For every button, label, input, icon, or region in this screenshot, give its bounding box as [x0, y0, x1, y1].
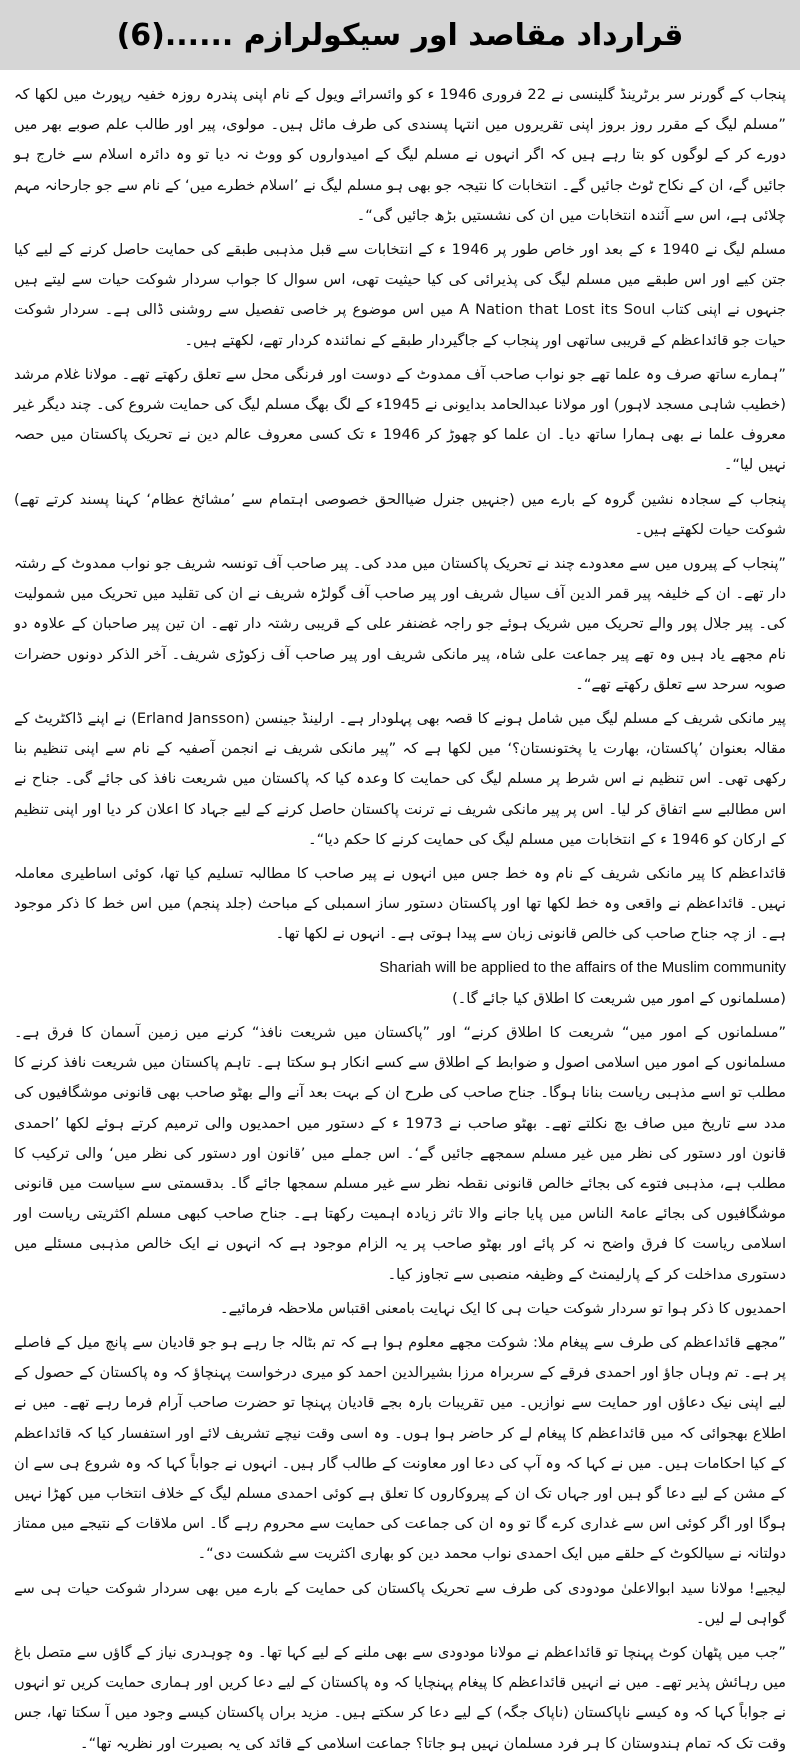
- article-body: [14, 80, 786, 1763]
- paragraph: پیر مانکی شریف کے مسلم لیگ میں شامل ہونے کا قصہ بھی پہلودار ہے۔ ارلینڈ جینسن (Erland Jansson) نے اپنے ڈاکٹریٹ کے مقالہ بعنوان ’پاکستان، بھارت یا پختونستان؟‘ میں لکھا ہے کہ ”پیر مانکی شریف نے انجمن آصفیہ کے نام سے اپنی تنظیم بنا رکھی تھی۔ اس تنظیم نے اس شرط پر مسلم لیگ کی حمایت کا وعدہ کیا کہ پاکستان میں شریعت نافذ کی جائے گی۔ جناح نے اس مطالبے سے اتفاق کر لیا۔ اس پر پیر مانکی شریف نے ترنت پاکستان حاصل کرنے کے لیے جہاد کا اعلان کر دیا اور اپنی تنظیم کے ارکان کو 1946 ء کے انتخابات میں مسلم لیگ کی حمایت کرنے کا حکم دیا“۔: [14, 710, 786, 848]
- paragraph: ”ہمارے ساتھ صرف وہ علما تھے جو نواب صاحب آف ممدوٹ کے دوست اور فرنگی محل سے تعلق رکھتے تھے۔ مولانا غلام مرشد (خطیب شاہی مسجد لاہور) اور مولانا عبدالحامد بدایونی نے 1945ء کے لگ بھگ مسلم لیگ کی حمایت شروع کی۔ چند دیگر غیر معروف علما نے بھی ہمارا ساتھ دیا۔ ان علما کو چھوڑ کر 1946 ء تک کسی معروف عالم دین نے تحریک پاکستان میں حصہ نہیں لیا“۔: [14, 365, 786, 474]
- title-bar: [0, 0, 800, 70]
- paragraph: ”مجھے قائداعظم کی طرف سے پیغام ملا: شوکت مجھے معلوم ہوا ہے کہ تم بٹالہ جا رہے ہو جو قادیان سے پانچ میل کے فاصلے پر ہے۔ تم وہاں جاؤ اور احمدی فرقے کے سربراہ مرزا بشیرالدین احمد کو میری درخواست پہنچاؤ کہ وہ پاکستان کے حصول کے لیے اپنی نیک دعاؤں اور حمایت سے نوازیں۔ میں تقریبات بارہ بجے قادیان پہنچا تو حضرت صاحب آرام فرما رہے تھے۔ میں نے اطلاع بھجوائی کہ میں قائداعظم کا پیغام لے کر حاضر ہوا ہوں۔ وہ اسی وقت نیچے تشریف لائے اور استفسار کیا کہ قائداعظم کے کیا احکامات ہیں۔ میں نے کہا کہ وہ آپ کی دعا اور معاونت کے طالب گار ہیں۔ انہوں نے جواباً کہا کہ وہ شروع ہی سے ان کے مشن کے لیے دعا گو ہیں اور جہاں تک ان کے پیروکاروں کا تعلق ہے کوئی احمدی مسلم لیگ کے خلاف انتخاب میں کھڑا نہیں ہوگا اور اگر کوئی اس سے غداری کرے گا تو وہ ان کی جماعت کی حمایت سے محروم رہے گا۔ اس ملاقات کے نتیجے میں ممتاز دولتانہ نے سیالکوٹ کے حلقے میں ایک احمدی نواب محمد دین کو بھاری اکثریت سے شکست دی“۔: [14, 1333, 786, 1563]
- paragraph: ”پنجاب کے پیروں میں سے معدودے چند نے تحریک پاکستان میں مدد کی۔ پیر صاحب آف تونسہ شریف جو نواب ممدوٹ کے رشتہ دار تھے۔ ان کے خلیفہ پیر قمر الدین آف سیال شریف اور پیر صاحب آف گولڑہ شریف نے ان کی تقلید میں تحریک میں شمولیت کی۔ پیر جلال پور والے تحریک میں شریک ہوئے جو راجہ غضنفر علی کے قریبی رشتہ دار تھے۔ ان تین پیر صاحبان کے علاوہ دو نام مجھے یاد ہیں وہ تھے پیر جماعت علی شاہ، پیر مانکی شریف اور پیر صاحب آف زکوڑی شریف۔ آخر الذکر دونوں حضرات صوبہ سرحد سے تعلق رکھتے تھے“۔: [14, 555, 786, 693]
- paragraph: پنجاب کے سجادہ نشین گروہ کے بارے میں (جنہیں جنرل ضیاالحق خصوصی اہتمام سے ’مشائخ عظام‘ کہنا پسند کرتے تھے) شوکت حیات لکھتے ہیں۔: [14, 490, 786, 538]
- paragraph: لیجیے! مولانا سید ابوالاعلیٰ مودودی کی طرف سے تحریک پاکستان کی حمایت کے بارے میں بھی سردار شوکت حیات ہی سے گواہی لے لیں۔: [14, 1579, 786, 1627]
- paragraph: مسلم لیگ نے 1940 ء کے بعد اور خاص طور پر 1946 ء کے انتخابات سے قبل مذہبی طبقے کی حمایت حاصل کرنے کے لیے کیا جتن کیے اور اس طبقے میں مسلم لیگ کی پذیرائی کی کیا حیثیت تھی، اس سوال کا جواب سردار شوکت حیات سے لیتے ہیں جنہوں نے اپنی کتاب A Nation that Lost its Soul میں اس موضوع پر خاصی تفصیل سے روشنی ڈالی ہے۔ سردار شوکت حیات جو قائداعظم کے قریبی ساتھی اور پنجاب کے جاگیردار طبقے کے نمائندہ کردار تھے، لکھتے ہیں۔: [14, 241, 787, 349]
- english-quote: Shariah will be applied to the affairs of the Muslim community: [379, 958, 786, 976]
- paragraph: پنجاب کے گورنر سر برٹرینڈ گلینسی نے 22 فروری 1946 ء کو وائسرائے ویول کے نام اپنی پندرہ روزہ خفیہ رپورٹ میں لکھا کہ ”مسلم لیگ کے مقرر روز بروز اپنی تقریروں میں انتہا پسندی کی طرف مائل ہیں۔ مولوی، پیر اور طالب علم صوبے بھر میں دورے کر کے لوگوں کو بتا رہے ہیں کہ اگر انہوں نے مسلم لیگ کے امیدواروں کو ووٹ نہ دیا تو وہ دائرہ اسلام سے خارج ہو جائیں گے، ان کے نکاح ٹوٹ جائیں گے۔ انتخابات کا نتیجہ جو بھی ہو مسلم لیگ نے ’اسلام خطرے میں‘ کے نام سے جو جارحانہ مہم چلائی ہے، اس سے آئندہ انتخابات میں ان کی نشستیں بڑھ جائیں گی“۔: [14, 86, 786, 224]
- paragraph: احمدیوں کا ذکر ہوا تو سردار شوکت حیات ہی کا ایک نہایت بامعنی اقتباس ملاحظہ فرمائیے۔: [220, 1299, 786, 1317]
- paragraph: ”جب میں پٹھان کوٹ پہنچا تو قائداعظم نے مولانا مودودی سے بھی ملنے کے لیے کہا تھا۔ وہ چوہدری نیاز کے گاؤں سے متصل باغ میں رہائش پذیر تھے۔ میں نے انہیں قائداعظم کا پیغام پہنچایا کہ وہ پاکستان کے لیے دعا کریں اور ہماری حمایت کریں تو انہوں نے جواباً کہا کہ وہ کیسے ناپاکستان (ناپاک جگہ) کے لیے دعا کر سکتے ہیں۔ مزید براں پاکستان کیسے وجود میں آ سکتا تھا، جس وقت تک کہ تمام ہندوستان کا ہر فرد مسلمان نہیں ہو جاتا؟ جماعت اسلامی کے قائد کی یہ بصیرت اور نظریہ تھا“۔: [14, 1643, 786, 1752]
- paragraph: ”مسلمانوں کے امور میں“ شریعت کا اطلاق کرنے“ اور ”پاکستان میں شریعت نافذ“ کرنے میں زمین آسمان کا فرق ہے۔ مسلمانوں کے امور میں اسلامی اصول و ضوابط کے اطلاق سے کسے انکار ہو سکتا ہے۔ تاہم پاکستان میں شریعت نافذ کرنے کا مطلب تو اسے مذہبی ریاست بنانا ہوگا۔ جناح صاحب کی طرح ان کے بہت بعد آنے والے بھٹو صاحب بھی قانونی موشگافیوں کی مدد سے تاریخ میں صاف بچ نکلتے تھے۔ بھٹو صاحب نے 1973 ء کے دستور میں احمدیوں والی ترمیم کرتے ہوئے لکھا ’احمدی قانون اور دستور کی نظر میں غیر مسلم سمجھے جائیں گے‘۔ اس جملے میں ’قانون اور دستور کی نظر میں‘ والی ترکیب کا مطلب ہے، مذہبی فتوے کی بجائے خالص قانونی نقطہ نظر سے غیر مسلم سمجھا جائے گا۔ بدقسمتی سے سیاست میں قانونی موشگافیوں کی بجائے عامۃ الناس میں پایا جانے والا تاثر زیادہ اہمیت رکھتا ہے۔ جناح صاحب کبھی مسلم اکثریتی ریاست اور اسلامی ریاست کا فرق واضح نہ کر پائے اور بھٹو صاحب پر یہ الزام موجود ہے کہ انہوں نے ایک خالص مذہبی مسئلے میں دستوری مداخلت کر کے پارلیمنٹ کے وظیفہ منصبی سے تجاوز کیا۔: [14, 1023, 787, 1283]
- paragraph: قائداعظم کا پیر مانکی شریف کے نام وہ خط جس میں انہوں نے پیر صاحب کا مطالبہ تسلیم کیا تھا، کوئی اساطیری معاملہ نہیں۔ قائداعظم نے واقعی وہ خط لکھا تھا اور پاکستان دستور ساز اسمبلی کے مباحث (جلد پنجم) میں اس خط کا ذکر موجود ہے۔ از چہ جناح صاحب کی خالص قانونی زبان سے پیدا ہوتی ہے۔ انہوں نے لکھا تھا۔: [14, 865, 786, 943]
- article-title: قرارداد مقاصد اور سیکولرازم ......(6): [116, 17, 684, 53]
- paragraph: (مسلمانوں کے امور میں شریعت کا اطلاق کیا جائے گا۔): [452, 989, 786, 1007]
